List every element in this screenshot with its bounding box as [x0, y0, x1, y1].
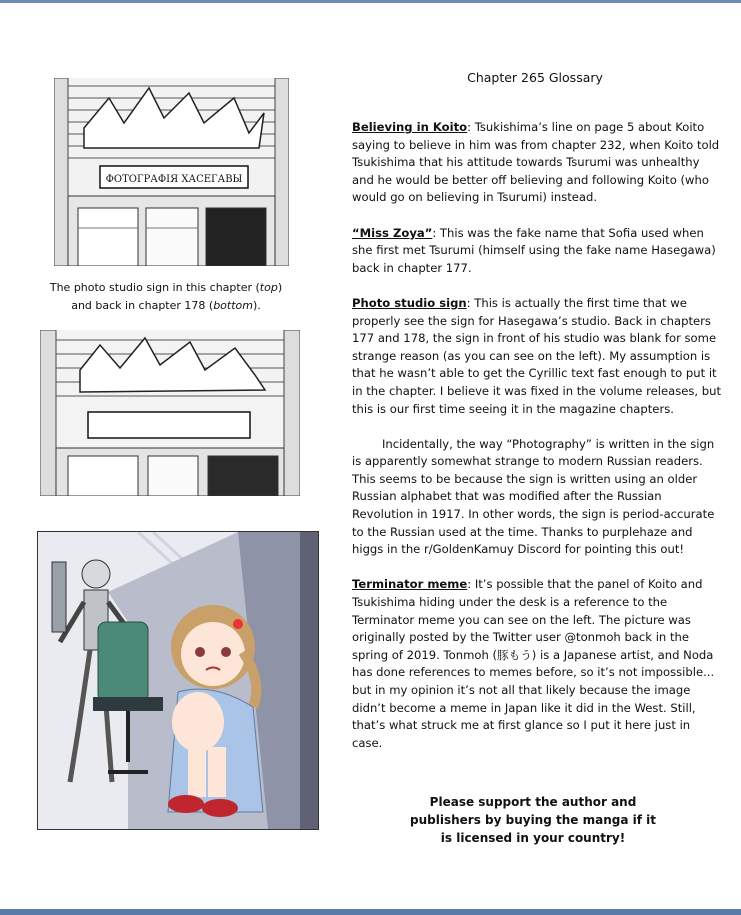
entry-term: Terminator meme	[352, 577, 468, 592]
entry-text: : It’s possible that the panel of Koito and Tsukishima hiding under the desk is a reference to the Terminator meme you can see on the left. The picture was originally posted by the Twitter user @tonmoh back in the spring of 2019. Tonmoh (豚もう) is a Japanese artist, and Noda has done references to memes before, so it’s not impossible... but in my opinion it’s not all that likely because the image didn’t become a meme in Japan like it did in the West. Still, that’s what struck me at first glance so I put it here just in case.	[352, 577, 715, 750]
entry-term: “Miss Zoya”	[352, 225, 433, 240]
glossary-entry	[352, 576, 722, 752]
entry-term: Believing in Koito	[352, 120, 468, 134]
entry-text: Incidentally, the way “Photography” is written in the sign is apparently somewhat strange to modern Russian readers. This seems to be because the sign is written using an older Russian alphabet that was modified after the Russian Revolution in 1917. In other words, the sign is period-accurate to the Russian used at the time. Thanks to purplehaze and higgs in the r/GoldenKamuy Discord for pointing this out!	[352, 436, 715, 557]
photo-studio-caption: The photo studio sign in this chapter (top) and back in chapter 178 (bottom).	[49, 281, 283, 312]
top-border	[0, 0, 741, 3]
terminator-meme-image	[37, 531, 319, 830]
glossary-entry	[352, 295, 722, 418]
studio-sign-text: ФОТОГРАФIЯ ХАСЕГАВЫ	[105, 174, 243, 185]
glossary-entry	[352, 436, 722, 559]
glossary-entry	[352, 225, 722, 278]
glossary-entry	[352, 119, 722, 207]
entry-text: : This was the fake name that Sofia used when she first met Tsurumi (himself using the fake name Hasegawa) back in chapter 177.	[352, 225, 716, 275]
entry-text: : This is actually the first time that we properly see the sign for Hasegawa’s studio. Back in chapters 177 and 178, the sign in front of his studio was blank for some strange reason (as you can see on the left). My assumption is that he wasn’t able to get the Cyrillic text fast enough to put it in the chapter. I believe it was fixed in the volume releases, but this is our first time seeing it in the magazine chapters.	[352, 295, 722, 416]
photo-studio-sign-current-image	[54, 78, 289, 266]
entry-text: : Tsukishima’s line on page 5 about Koito saying to believe in him was from chapter 232, when Koito told Tsukishima that his attitude towards Tsurumi was unhealthy and he would be better off believing and following Koito (who would go on believing in Tsurumi) instead.	[352, 120, 720, 205]
entry-term: Photo studio sign	[352, 295, 467, 310]
support-message: Please support the author and publishers by buying the manga if it is licensed in your country!	[410, 795, 656, 845]
bottom-border	[0, 909, 741, 915]
page-title: Chapter 265 Glossary	[467, 70, 603, 85]
glossary-entries	[352, 119, 722, 770]
photo-studio-sign-chapter-178-image	[40, 330, 300, 496]
